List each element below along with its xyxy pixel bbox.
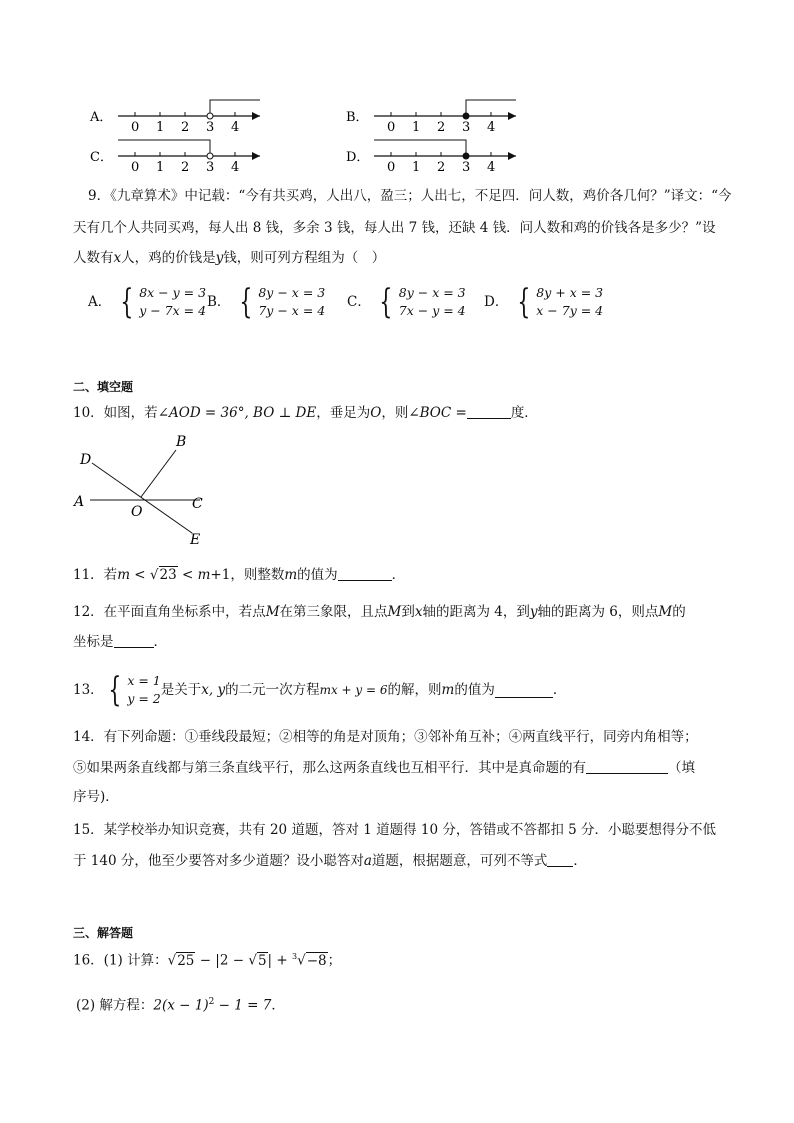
line-de <box>92 463 192 533</box>
axis-arrow <box>252 152 260 160</box>
tick-label: 4 <box>231 120 240 135</box>
tick-label: 0 <box>131 120 140 135</box>
tick-label: 3 <box>206 120 215 135</box>
tick-label: 3 <box>206 160 215 175</box>
label-d: D <box>80 452 92 468</box>
q9-option-c[interactable]: C． { 8y − x = 3 7x − y = 4 <box>347 282 466 322</box>
tick-label: 2 <box>437 160 446 175</box>
q15-line2: 于 140 分，他至少要答对多少道题？设小聪答对a道题，根据题意，可列不等式 ． <box>73 853 587 869</box>
tick-label: 4 <box>487 160 496 175</box>
q14-line3: 序号)． <box>73 789 119 805</box>
tick-label: 1 <box>412 160 421 175</box>
angle-diagram <box>70 430 230 550</box>
tick-label: 0 <box>131 160 140 175</box>
q16-part1: 16．(1) 计算：√25 − |2 − √5| + $^3$√−8； <box>73 952 342 969</box>
q16-part2: (2) 解方程：$2(x - 1)^2 - 1 = 7$． <box>76 997 285 1014</box>
label-a: A <box>74 494 85 510</box>
option-letter: C． <box>90 150 113 165</box>
tick-label: 1 <box>412 120 421 135</box>
solution-ray <box>118 140 210 156</box>
q10-figure <box>70 430 230 550</box>
number-line-option-1[interactable] <box>346 100 516 135</box>
q11-text: 11．若m < √23 < m+1，则整数m的值为 ． <box>73 567 406 583</box>
q11-answer-blank[interactable] <box>338 566 392 581</box>
q8-number-lines <box>0 88 794 178</box>
q9-line1: 9．《九章算术》中记载：“今有共买鸡，人出八，盈三；人出七，不足四．问人数，鸡价各几何？”译文：“今 <box>88 188 732 204</box>
tick-label: 4 <box>231 160 240 175</box>
axis-arrow <box>508 112 516 120</box>
q13-answer-blank[interactable] <box>495 683 553 698</box>
ray-ob <box>141 450 176 497</box>
q15-line1: 15．某学校举办知识竞赛，共有 20 道题，答对 1 道题得 10 分，答错或不答都扣 5 分．小聪要想得分不低 <box>73 822 717 838</box>
q13-text: 13． { x = 1 y = 2 是关于x, y的二元一次方程mx + y = 6的解，则m的值为 ． <box>73 670 567 710</box>
q9-option-b[interactable]: B． { 8y − x = 3 7y − x = 4 <box>207 282 326 322</box>
option-letter: B． <box>346 110 369 125</box>
q15-answer-blank[interactable] <box>547 852 573 867</box>
number-line-option-2[interactable] <box>90 140 260 175</box>
number-line-option-3[interactable] <box>346 140 516 175</box>
q14-line1: 14．有下列命题：①垂线段最短；②相等的角是对顶角；③邻补角互补；④两直线平行，同旁内角相等； <box>73 729 698 745</box>
open-point <box>207 153 213 159</box>
q8-options <box>0 88 794 178</box>
filled-point <box>463 113 469 119</box>
q10-answer-blank[interactable] <box>467 404 511 419</box>
tick-label: 3 <box>462 120 471 135</box>
tick-label: 2 <box>437 120 446 135</box>
option-letter: D． <box>346 150 370 165</box>
section-2-heading: 二、填空题 <box>73 380 134 394</box>
q12-line1: 12．在平面直角坐标系中，若点M在第三象限，且点M到x轴的距离为 4，到y轴的距离为 6，则点M的 <box>73 604 686 620</box>
label-b: B <box>176 434 187 450</box>
tick-label: 2 <box>181 120 190 135</box>
tick-label: 0 <box>387 120 396 135</box>
tick-label: 1 <box>156 120 165 135</box>
section-3-heading: 三、解答题 <box>73 926 134 940</box>
q12-answer-blank[interactable] <box>114 633 154 648</box>
tick-label: 4 <box>487 120 496 135</box>
number-line-option-0[interactable] <box>89 100 260 135</box>
q9-option-a[interactable]: A． { 8x − y = 3 y − 7x = 4 <box>88 282 207 322</box>
tick-label: 0 <box>387 160 396 175</box>
q10-text: 10．如图，若∠AOD = 36°, BO ⊥ DE，垂足为O，则∠BOC = 度． <box>73 405 538 421</box>
q12-line2: 坐标是 ． <box>73 634 167 650</box>
open-point <box>207 113 213 119</box>
option-letter: A． <box>90 110 113 125</box>
axis-arrow <box>508 152 516 160</box>
q14-line2: ⑤如果两条直线都与第三条直线平行，那么这两条直线也互相平行．其中是真命题的有 （填 <box>73 760 695 776</box>
q9-line2: 天有几个人共同买鸡，每人出 8 钱，多余 3 钱，每人出 7 钱，还缺 4 钱．问人数和鸡的价钱各是多少？”设 <box>73 220 716 236</box>
solution-ray <box>374 140 466 156</box>
q14-answer-blank[interactable] <box>586 759 668 774</box>
tick-label: 1 <box>156 160 165 175</box>
filled-point <box>463 153 469 159</box>
label-c: C <box>192 496 203 512</box>
q9-line3: 人数有x人，鸡的价钱是y钱，则可列方程组为（ ） <box>73 250 386 266</box>
label-e: E <box>190 532 201 548</box>
label-o: O <box>131 504 143 520</box>
axis-arrow <box>252 112 260 120</box>
q9-option-d[interactable]: D． { 8y + x = 3 x − 7y = 4 <box>484 282 604 322</box>
tick-label: 2 <box>181 160 190 175</box>
tick-label: 3 <box>462 160 471 175</box>
